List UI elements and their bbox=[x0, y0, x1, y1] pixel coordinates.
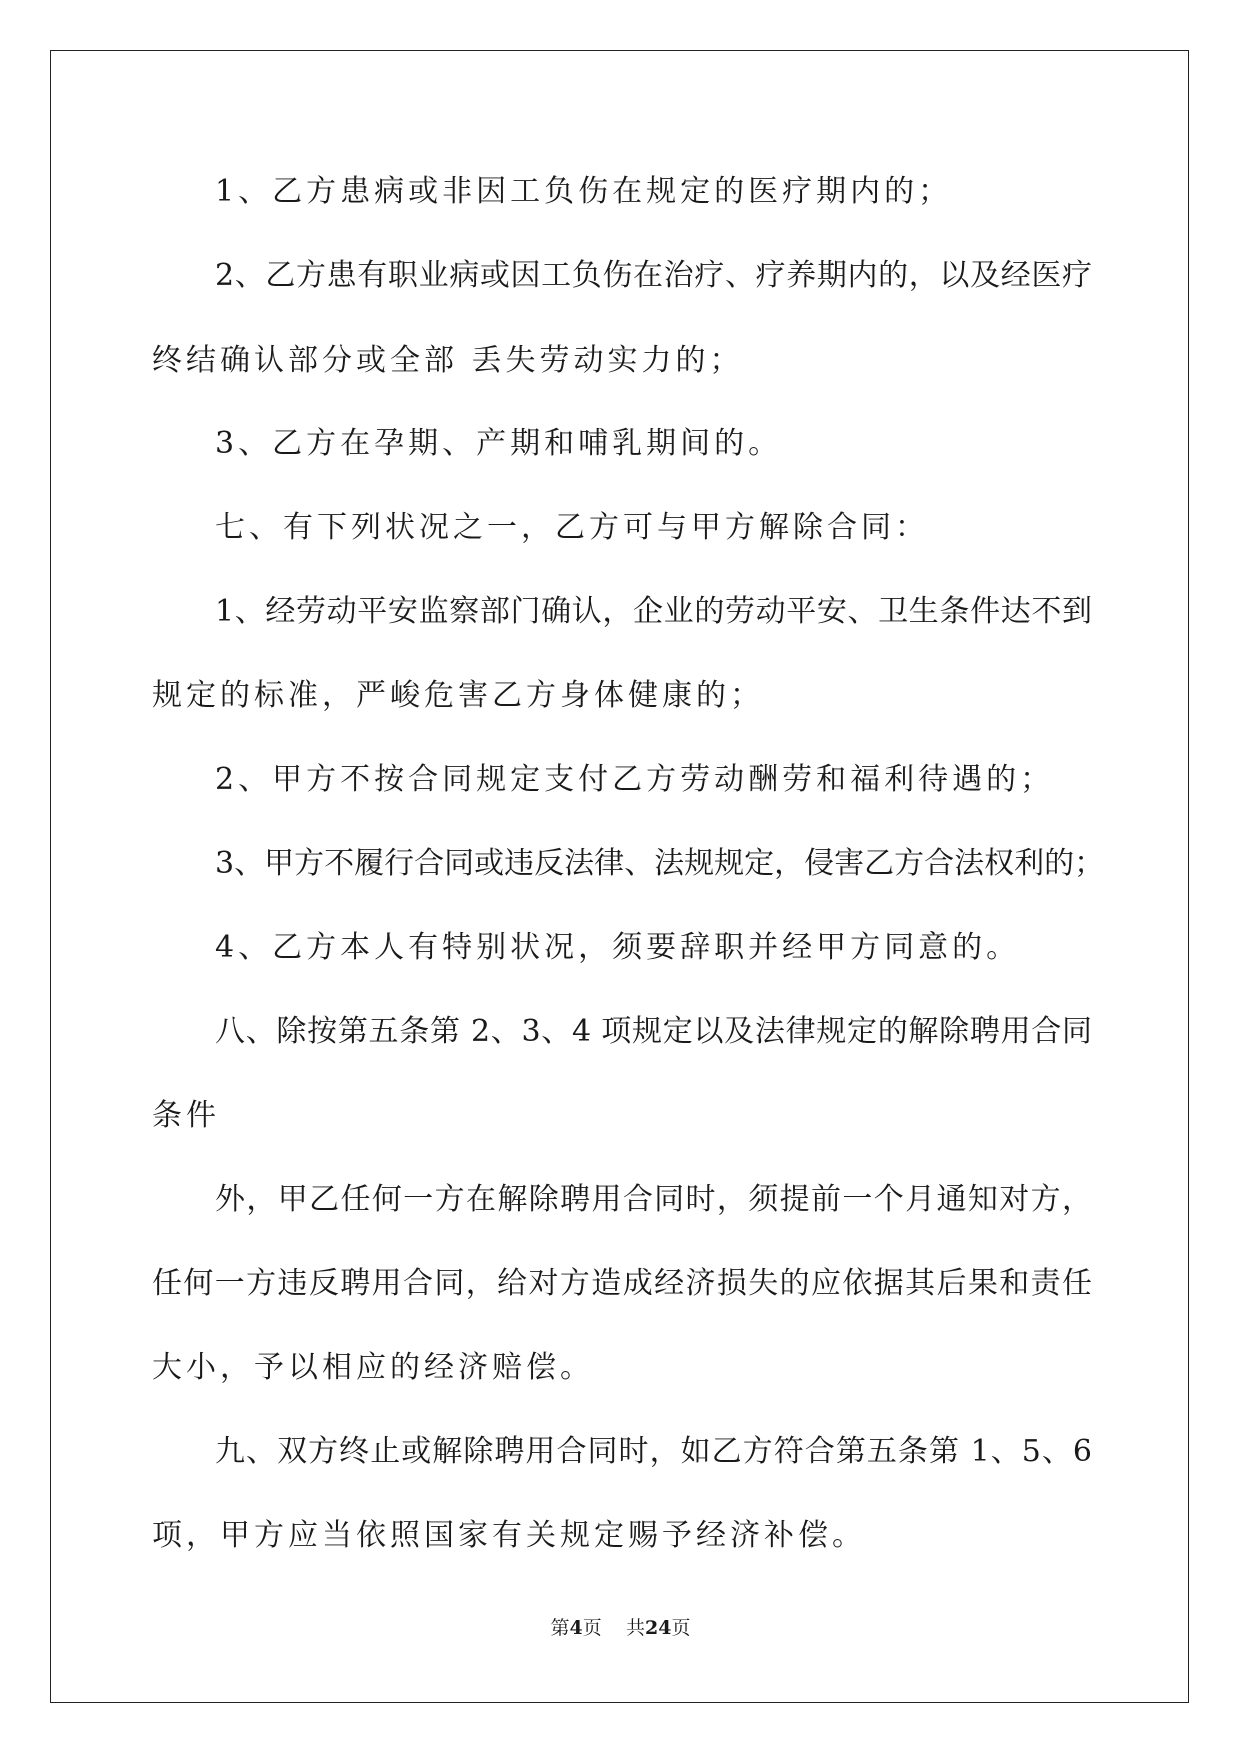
paragraph-line: 2、甲方不按合同规定支付乙方劳动酬劳和福利待遇的； bbox=[215, 762, 1055, 797]
paragraph-line: 4、乙方本人有特别状况，须要辞职并经甲方同意的。 bbox=[215, 930, 1021, 965]
paragraph-line: 终结确认部分或全部 丢失劳动实力的； bbox=[152, 343, 744, 378]
paragraph-line: 条件 bbox=[152, 1098, 220, 1133]
paragraph-line: 任何一方违反聘用合同，给对方造成经济损失的应依据其后果和责任 bbox=[152, 1266, 1092, 1301]
paragraph-line: 大小，予以相应的经济赔偿。 bbox=[152, 1350, 594, 1385]
paragraph-line: 项，甲方应当依照国家有关规定赐予经济补偿。 bbox=[152, 1518, 866, 1553]
paragraph-line: 外，甲乙任何一方在解除聘用合同时，须提前一个月通知对方， bbox=[215, 1182, 1092, 1217]
paragraph-line: 七、有下列状况之一，乙方可与甲方解除合同： bbox=[215, 510, 929, 545]
footer-total-suffix: 页 bbox=[671, 1617, 691, 1639]
paragraph-line: 2、乙方患有职业病或因工负伤在治疗、疗养期内的，以及经医疗 bbox=[215, 258, 1092, 293]
paragraph-line: 九、双方终止或解除聘用合同时，如乙方符合第五条第 1、5、6 bbox=[215, 1434, 1092, 1469]
page-footer bbox=[0, 1616, 1241, 1640]
footer-total-prefix: 共 bbox=[625, 1617, 645, 1639]
footer-prefix: 第 bbox=[550, 1617, 570, 1639]
paragraph-line: 3、甲方不履行合同或违反法律、法规规定，侵害乙方合法权利的； bbox=[215, 846, 1105, 881]
footer-total-pages: 24 bbox=[644, 1617, 672, 1639]
paragraph-line: 八、除按第五条第 2、3、4 项规定以及法律规定的解除聘用合同 bbox=[215, 1014, 1092, 1049]
paragraph-line: 1、乙方患病或非因工负伤在规定的医疗期内的； bbox=[215, 174, 953, 209]
paragraph-line: 规定的标准，严峻危害乙方身体健康的； bbox=[152, 678, 764, 713]
paragraph-line: 1、经劳动平安监察部门确认，企业的劳动平安、卫生条件达不到 bbox=[215, 594, 1092, 629]
footer-page-number: 4 bbox=[569, 1617, 583, 1639]
paragraph-line: 3、乙方在孕期、产期和哺乳期间的。 bbox=[215, 426, 783, 461]
footer-page-suffix: 页 bbox=[582, 1617, 602, 1639]
